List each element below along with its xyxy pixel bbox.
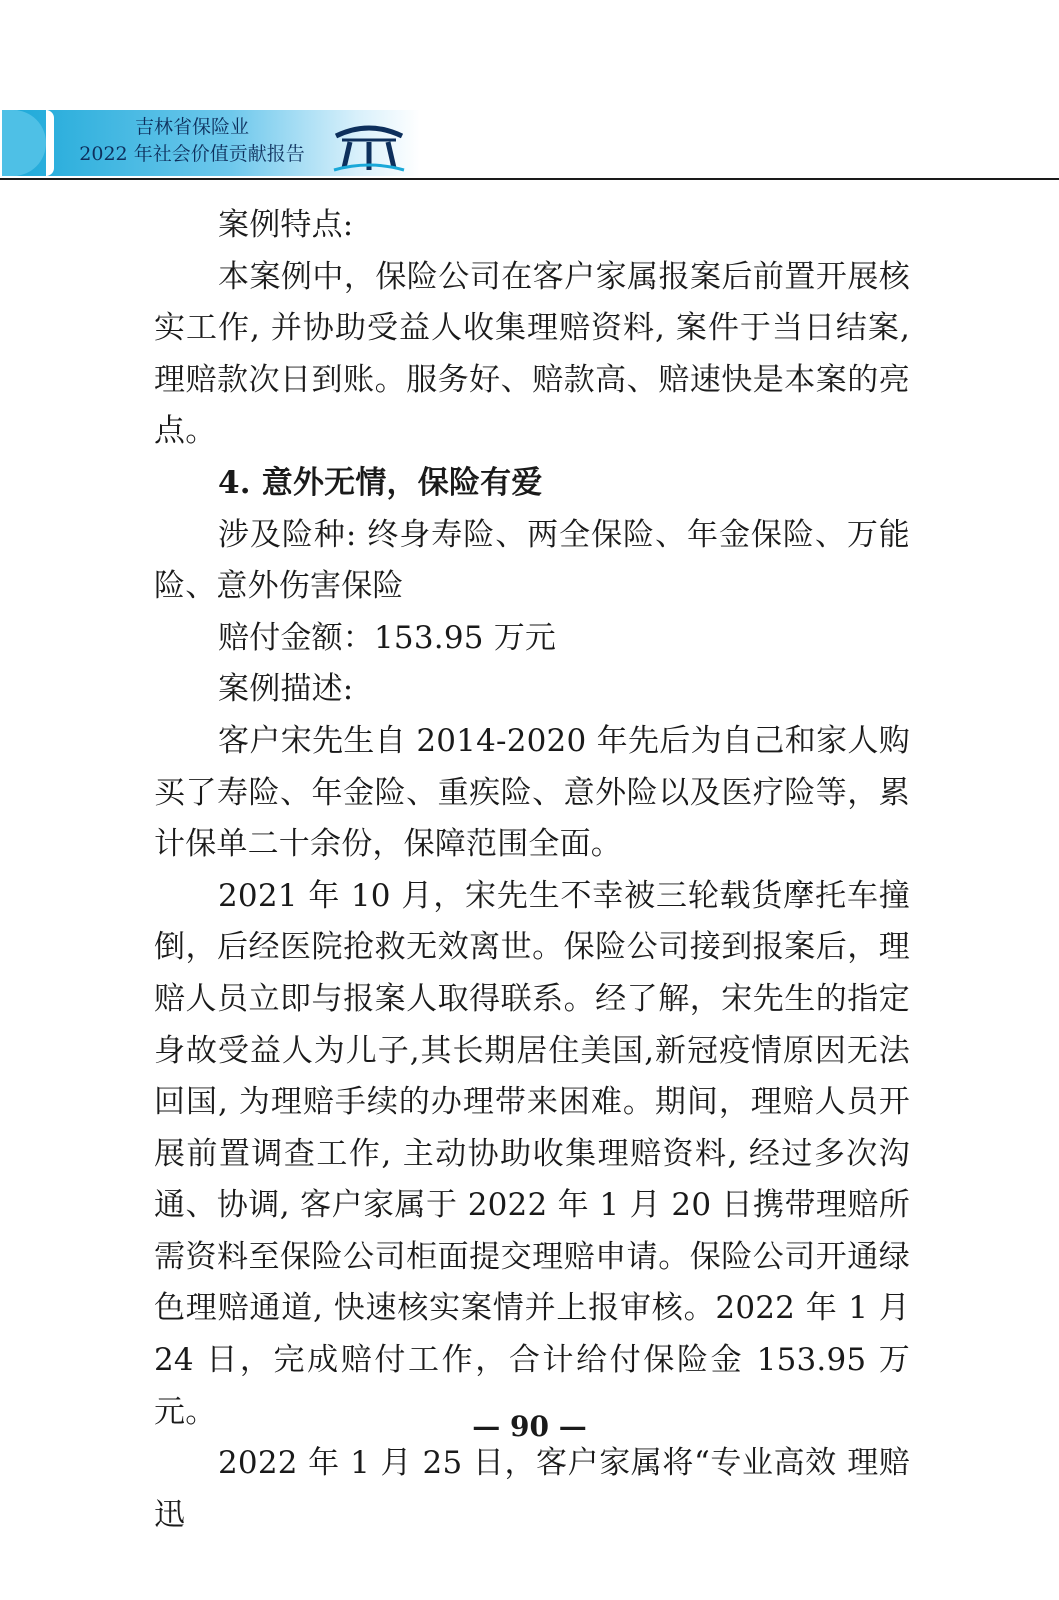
page-header	[0, 110, 1059, 180]
insurance-types-paragraph: 涉及险种: 终身寿险、两全保险、年金保险、万能险、意外伤害保险	[154, 516, 910, 605]
case-description-paragraph-2: 2021 年 10 月，宋先生不幸被三轮载货摩托车撞倒，后经医院抢救无效离世。保险公司接到报案后，理赔人员立即与报案人取得联系。经了解，宋先生的指定身故受益人为儿子,其长期居住美国,新冠疫情原因无法回国, 为理赔手续的办理带来困难。期间，理赔人员开展前置调查工作, 主动协助收集理赔资料, 经过多次沟通、协调, 客户家属于 2022 年 1 月 20 日携带理赔所需资料至保险公司柜面提交理赔申请。保险公司开通绿色理赔通道, 快速核实案情并上报审核。2022 年 1 月 24 日，完成赔付工作，合计给付保险金 153.95 万元。	[154, 877, 910, 1430]
report-title	[62, 114, 322, 168]
case-description-paragraph-1: 客户宋先生自 2014-2020 年先后为自己和家人购买了寿险、年金险、重疾险、意外险以及医疗险等，累计保单二十余份，保障范围全面。	[154, 722, 910, 863]
jilin-insurance-logo-icon	[330, 118, 408, 174]
report-title-line2: 2022 年社会价值贡献报告	[79, 143, 305, 165]
page-number: — 90 —	[472, 1410, 587, 1443]
header-rule	[0, 178, 1059, 180]
case-features-label: 案例特点:	[218, 207, 354, 243]
case-description-label: 案例描述:	[218, 671, 354, 708]
payout-amount-paragraph: 赔付金额：153.95 万元	[218, 619, 557, 656]
section-heading: 4. 意外无情，保险有爱	[218, 464, 543, 501]
case-features-paragraph: 本案例中，保险公司在客户家属报案后前置开展核实工作, 并协助受益人收集理赔资料, 案件于当日结案, 理赔款次日到账。服务好、赔款高、赔速快是本案的亮点。	[154, 258, 910, 450]
header-tab-divider	[46, 110, 54, 176]
report-title-line1: 吉林省保险业	[134, 116, 249, 138]
page-content	[154, 200, 910, 1541]
case-description-paragraph-3: 2022 年 1 月 25 日，客户家属将“专业高效 理赔迅	[154, 1445, 910, 1533]
